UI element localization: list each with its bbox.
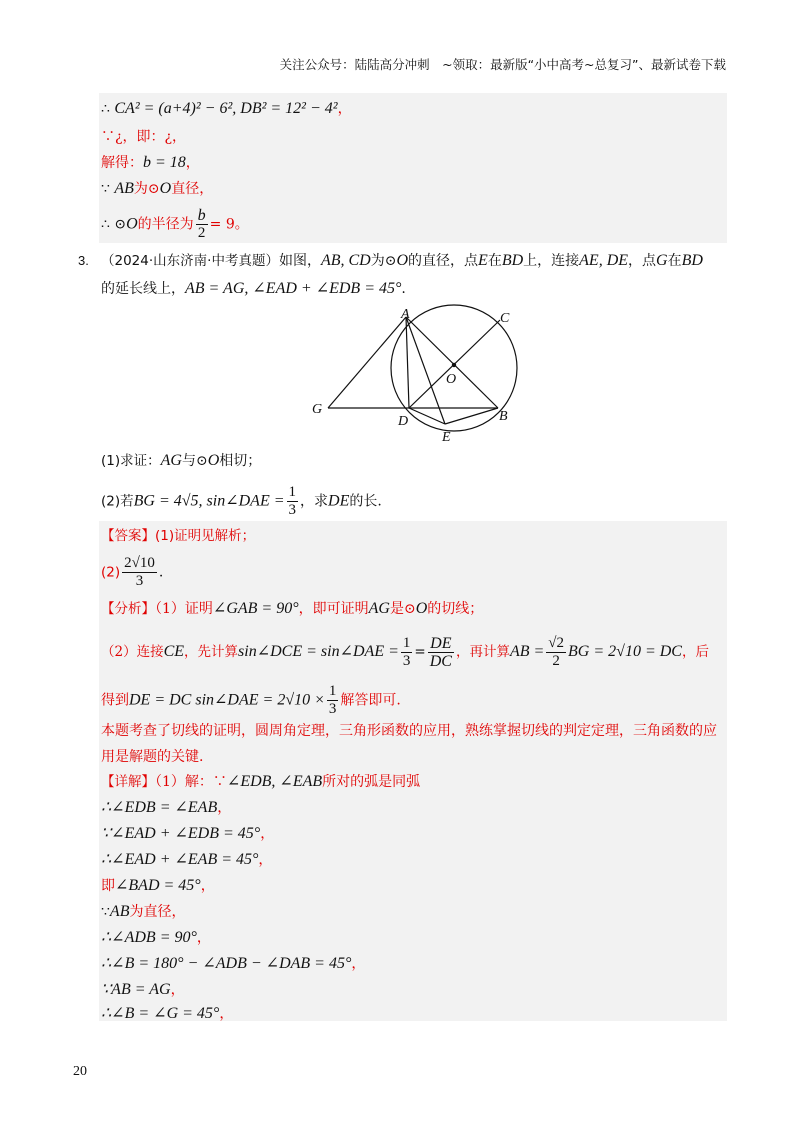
problem-arc-bd: BD bbox=[501, 252, 524, 269]
analysis-p1-c: 是⊙ bbox=[389, 601, 416, 617]
detail-d8-comma: ， bbox=[351, 956, 366, 972]
analysis-p1-m1: ∠GAB = 90° bbox=[212, 600, 299, 617]
answer-a1: (1)证明见解析； bbox=[155, 528, 256, 544]
problem-number: 3. bbox=[78, 253, 89, 268]
detail-d5-comma: ， bbox=[200, 878, 215, 894]
label-c: C bbox=[500, 311, 510, 326]
answer-line-2 bbox=[101, 555, 163, 590]
problem-t10: AE, DE bbox=[579, 252, 629, 269]
detail-d8: ∴∠B = 180° − ∠ADB − ∠DAB = 45° bbox=[101, 955, 352, 972]
problem-t6: E bbox=[478, 252, 488, 269]
q2-de: DE bbox=[328, 492, 350, 510]
q2-post: 的长. bbox=[349, 493, 382, 510]
problem-t13: 在 bbox=[667, 253, 682, 269]
label-e: E bbox=[442, 430, 451, 445]
detail-d4: ∴∠EAD + ∠EAB = 45° bbox=[101, 851, 259, 868]
analysis-p2-frac3 bbox=[546, 635, 566, 670]
analysis-p3-frac bbox=[327, 683, 339, 718]
problem-t14: BD bbox=[681, 252, 703, 269]
analysis-label: 【分析】 bbox=[101, 601, 155, 617]
detail-line-7 bbox=[101, 927, 211, 949]
detail-d2: ∴∠EDB = ∠EAB bbox=[101, 799, 218, 816]
problem-t1: 如图， bbox=[278, 253, 321, 269]
analysis-p3-fn: 1 bbox=[328, 683, 337, 699]
label-b: B bbox=[499, 409, 508, 424]
prev-l5-post: = 9。 bbox=[209, 216, 249, 233]
prev-l1-post: ， bbox=[337, 101, 352, 117]
prev-l4-post: 直径， bbox=[171, 181, 214, 197]
answer-den: 3 bbox=[135, 573, 144, 589]
page-header: 关注公众号：陆陆高分冲刺 ~领取：最新版“小中高考~总复习”、最新试卷下载 bbox=[279, 57, 726, 72]
label-g: G bbox=[312, 402, 323, 417]
q1-mid: 与⊙ bbox=[181, 453, 208, 469]
analysis-line-4: 本题考查了切线的证明，圆周角定理，三角形函数的应用，熟练掌握切线的判定定理，三角函数的应 bbox=[101, 723, 717, 739]
detail-d6-b: 为直径， bbox=[129, 904, 186, 920]
page-number: 20 bbox=[73, 1064, 87, 1079]
segment-ad bbox=[406, 317, 409, 408]
detail-d9-comma: ， bbox=[170, 982, 185, 998]
problem-t2: AB, CD bbox=[320, 252, 371, 269]
problem-line-2 bbox=[101, 278, 406, 300]
problem-t9: 上，连接 bbox=[523, 253, 580, 269]
segment-ab bbox=[406, 317, 498, 408]
prev-l3-math: b = 18 bbox=[143, 154, 186, 171]
detail-d1-m: ∠EDB, ∠EAB bbox=[226, 773, 323, 790]
q1-math: AG bbox=[160, 452, 182, 469]
detail-d6-m: AB bbox=[109, 903, 130, 920]
analysis-p2-c: ，再计算 bbox=[455, 644, 510, 660]
problem-line2-a: 的延长线上， bbox=[101, 281, 185, 297]
detail-d6-a: ∵ bbox=[101, 904, 110, 920]
detail-d5-a: 即 bbox=[101, 878, 115, 894]
prev-l5-mid: 的半径为 bbox=[137, 216, 194, 233]
problem-t11: ，点 bbox=[628, 253, 657, 269]
detail-line-4 bbox=[101, 849, 272, 871]
analysis-p2-m1: sin∠DCE = sin∠DAE = bbox=[238, 643, 399, 660]
problem-t4: O bbox=[396, 252, 409, 269]
prev-l4-math: AB bbox=[114, 180, 134, 197]
question-2 bbox=[101, 484, 382, 519]
analysis-p2-d: ，后 bbox=[681, 644, 709, 660]
prev-line-1 bbox=[101, 98, 352, 120]
label-o: O bbox=[446, 372, 457, 387]
analysis-p2-eq: = bbox=[414, 644, 426, 660]
detail-d4-comma: ， bbox=[258, 852, 273, 868]
prev-l5-fraction bbox=[196, 207, 208, 242]
analysis-p2-f1d: 3 bbox=[402, 653, 411, 669]
prev-line-5 bbox=[101, 207, 249, 242]
analysis-p1-d: 的切线； bbox=[427, 601, 484, 617]
label-a: A bbox=[401, 307, 410, 322]
analysis-p2-b: ，先计算 bbox=[184, 644, 239, 660]
analysis-p2-f2n: DE bbox=[430, 635, 452, 652]
prev-l5-o: O bbox=[126, 215, 138, 233]
question-1 bbox=[101, 450, 261, 472]
detail-d9: ∵AB = AG bbox=[101, 981, 171, 998]
analysis-p2-m2: AB = bbox=[509, 643, 545, 660]
detail-line-2 bbox=[101, 797, 231, 819]
detail-line-5 bbox=[101, 875, 215, 897]
analysis-p2-frac1 bbox=[401, 635, 413, 670]
analysis-line-5: 用是解题的关键. bbox=[101, 749, 204, 765]
prev-l1-math: CA² = (a+4)² − 6², DB² = 12² − 4² bbox=[114, 100, 338, 117]
answer-a2-pre: (2) bbox=[101, 564, 121, 581]
problem-t7: 在 bbox=[487, 253, 502, 269]
detail-d3-comma: ， bbox=[260, 826, 275, 842]
prev-l4-pre: ∵ bbox=[101, 181, 110, 197]
q1-post: 相切； bbox=[219, 453, 262, 469]
q2-mid: ，求 bbox=[300, 493, 329, 510]
detail-d10: ∴∠B = ∠G = 45° bbox=[101, 1005, 220, 1022]
analysis-p3-a: 得到 bbox=[101, 692, 129, 709]
q2-math: BG = 4√5, sin∠DAE = bbox=[133, 492, 285, 510]
analysis-line-3 bbox=[101, 683, 401, 718]
analysis-p2-frac2 bbox=[428, 635, 454, 670]
detail-d2-comma: ， bbox=[217, 800, 232, 816]
q2-den: 3 bbox=[288, 502, 297, 518]
problem-t12: G bbox=[656, 252, 668, 269]
analysis-p2-m3: BG = 2√10 = DC bbox=[568, 643, 682, 660]
q2-pre: (2)若 bbox=[101, 493, 134, 510]
answer-label: 【答案】 bbox=[101, 528, 155, 544]
q2-num: 1 bbox=[288, 484, 297, 500]
analysis-p1-a: （1）证明 bbox=[155, 601, 213, 617]
analysis-p1-b: ，即可证明 bbox=[298, 601, 369, 617]
detail-d1-a: （1）解：∵ bbox=[155, 774, 227, 790]
detail-d7: ∴∠ADB = 90° bbox=[101, 929, 197, 946]
analysis-p3-fd: 3 bbox=[328, 701, 337, 717]
prev-l4-o: O bbox=[159, 180, 172, 197]
detail-d3: ∵∠EAD + ∠EDB = 45° bbox=[101, 825, 261, 842]
detail-d5-m: ∠BAD = 45° bbox=[115, 877, 201, 894]
analysis-p2-f2d: DC bbox=[429, 653, 452, 670]
problem-line-1 bbox=[101, 250, 703, 272]
analysis-p2-f3d: 2 bbox=[552, 653, 560, 669]
answer-line-1 bbox=[101, 525, 255, 547]
problem-line2-math: AB = AG, ∠EAD + ∠EDB = 45° bbox=[185, 280, 402, 297]
segment-eb bbox=[445, 408, 498, 424]
detail-line-6 bbox=[101, 901, 185, 923]
problem-t5: 的直径，点 bbox=[408, 253, 479, 269]
analysis-p3-b: 解答即可. bbox=[340, 692, 401, 709]
q2-fraction bbox=[287, 484, 299, 519]
detail-d10-comma: ， bbox=[219, 1006, 234, 1022]
prev-l4-mid: 为⊙ bbox=[133, 181, 160, 197]
analysis-p1-o: O bbox=[415, 600, 428, 617]
prev-l5-pre: ∴ ⊙ bbox=[101, 216, 127, 233]
problem-line2-b: . bbox=[401, 281, 406, 297]
prev-l3-pre: 解得： bbox=[101, 155, 143, 171]
answer-num: 2√10 bbox=[124, 555, 155, 571]
detail-line-10 bbox=[101, 1003, 233, 1025]
detail-d7-comma: ， bbox=[196, 930, 211, 946]
detail-line-8 bbox=[101, 953, 365, 975]
prev-l3-post: ， bbox=[185, 155, 200, 171]
detail-line-9 bbox=[101, 979, 185, 1001]
problem-source: （2024·山东济南·中考真题） bbox=[101, 253, 279, 269]
prev-line-2: ∵¿，即：¿， bbox=[101, 129, 187, 145]
detail-label: 【详解】 bbox=[101, 774, 155, 790]
problem-t3: 为⊙ bbox=[370, 253, 397, 269]
detail-line-3 bbox=[101, 823, 274, 845]
analysis-p2-f1n: 1 bbox=[402, 635, 411, 651]
q1-o: O bbox=[207, 452, 220, 469]
q1-pre: (1)求证： bbox=[101, 453, 161, 469]
label-d: D bbox=[398, 414, 409, 429]
answer-fraction bbox=[122, 555, 157, 590]
prev-l5-num: b bbox=[197, 207, 206, 224]
analysis-p2-f3n: √2 bbox=[548, 635, 565, 651]
center-point-o bbox=[452, 363, 456, 367]
analysis-p2-a: （2）连接 bbox=[101, 644, 164, 660]
detail-d1-b: 所对的弧是同弧 bbox=[322, 774, 421, 790]
analysis-p1-m2: AG bbox=[368, 600, 390, 617]
prev-l1-pre: ∴ bbox=[101, 101, 110, 117]
segment-ag bbox=[328, 317, 406, 408]
analysis-line-2 bbox=[101, 635, 709, 670]
geometry-figure bbox=[300, 300, 540, 450]
prev-l5-den: 2 bbox=[197, 225, 206, 241]
analysis-line-1 bbox=[101, 598, 483, 620]
detail-line-1 bbox=[101, 771, 420, 793]
analysis-p2-ce: CE bbox=[163, 643, 185, 660]
answer-a2-post: . bbox=[158, 564, 164, 581]
prev-line-4 bbox=[101, 178, 213, 200]
analysis-p3-m: DE = DC sin∠DAE = 2√10 × bbox=[129, 691, 325, 709]
prev-line-3 bbox=[101, 152, 200, 174]
